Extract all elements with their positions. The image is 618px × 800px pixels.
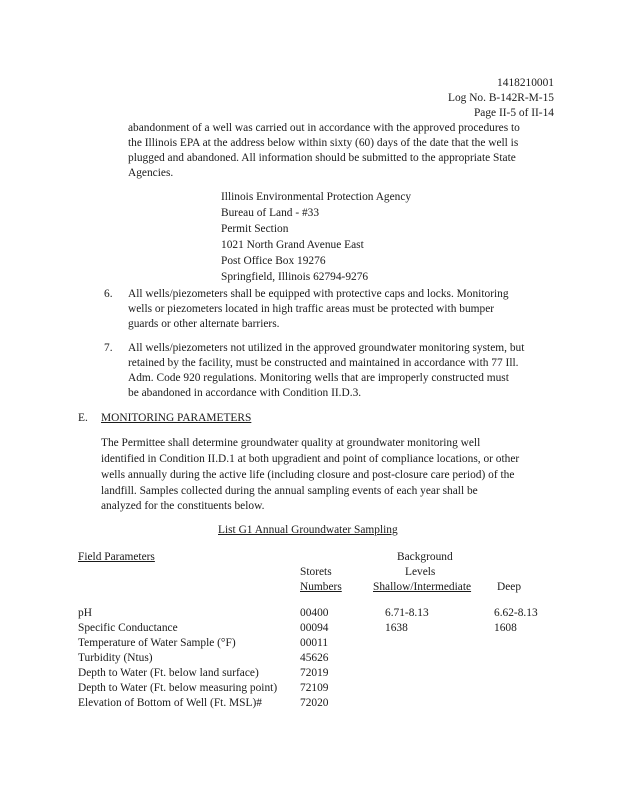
address-line: Springfield, Illinois 62794-9276 [221,271,369,283]
shallow-cell: 1638 [385,622,408,634]
storet-cell: 72019 [300,667,329,679]
parameter-cell: Depth to Water (Ft. below measuring point) [78,682,278,694]
storet-cell: 72109 [300,682,329,694]
address-line: Permit Section [221,223,289,235]
section-letter: E. [78,412,88,424]
storet-cell: 45626 [300,652,329,664]
address-line: Bureau of Land - #33 [221,207,320,219]
parameter-cell: Temperature of Water Sample (°F) [78,637,236,649]
shallow-cell: 6.71-8.13 [385,607,429,619]
column-header-field-parameters: Field Parameters [78,551,155,563]
storet-cell: 00094 [300,622,329,634]
table-title: List G1 Annual Groundwater Sampling [218,524,398,536]
paragraph-line: abandonment of a well was carried out in accordance with the approved procedures to [128,122,520,134]
item-line: wells or piezometers located in high traffic areas must be protected with bumper [128,303,495,315]
paragraph-line: The Permittee shall determine groundwater quality at groundwater monitoring well [101,437,481,449]
deep-cell: 1608 [494,622,517,634]
storet-cell: 00011 [300,637,329,649]
column-header-shallow: Shallow/Intermediate [373,581,472,593]
paragraph-line: identified in Condition II.D.1 at both upgradient and point of compliance locations, or other [101,453,520,465]
item-line: retained by the facility, must be constructed and maintained in accordance with 77 Ill. [128,357,519,369]
column-header-storets: Storets [300,566,332,578]
address-line: Post Office Box 19276 [221,255,326,267]
storet-cell: 72020 [300,697,329,709]
parameter-cell: Turbidity (Ntus) [78,652,153,664]
item-number: 7. [104,342,113,354]
item-line: Adm. Code 920 regulations. Monitoring wells that are improperly constructed must [128,372,509,384]
section-heading: MONITORING PARAMETERS [101,412,252,424]
column-header-background: Background [397,551,453,563]
paragraph-line: Agencies. [128,167,174,179]
parameter-cell: Specific Conductance [78,622,178,634]
page-number: Page II-5 of II-14 [473,107,554,119]
parameter-cell: Elevation of Bottom of Well (Ft. MSL)# [78,697,262,709]
paragraph-line: analyzed for the constituents below. [101,500,265,512]
storet-cell: 00400 [300,607,329,619]
paragraph-line: plugged and abandoned. All information should be submitted to the appropriate State [128,152,516,164]
log-number: Log No. B-142R-M-15 [448,92,554,104]
item-line: All wells/piezometers not utilized in the approved groundwater monitoring system, but [128,342,525,354]
item-line: be abandoned in accordance with Condition II.D.3. [128,387,362,399]
document-id: 1418210001 [497,77,554,89]
column-header-deep: Deep [497,581,522,593]
paragraph-line: landfill. Samples collected during the annual sampling events of each year shall be [101,485,478,497]
paragraph-line: wells annually during the active life (including closure and post-closure care period) of the [101,469,515,481]
parameter-cell: Depth to Water (Ft. below land surface) [78,667,259,679]
address-line: Illinois Environmental Protection Agency [221,191,412,203]
item-line: All wells/piezometers shall be equipped with protective caps and locks. Monitoring [128,288,509,300]
deep-cell: 6.62-8.13 [494,607,538,619]
paragraph-line: the Illinois EPA at the address below within sixty (60) days of the date that the well is [128,137,519,149]
parameter-cell: pH [78,607,92,619]
item-number: 6. [104,288,113,300]
column-header-numbers: Numbers [300,581,342,593]
item-line: guards or other alternate barriers. [128,318,280,330]
column-header-levels: Levels [405,566,436,578]
address-line: 1021 North Grand Avenue East [221,239,364,251]
